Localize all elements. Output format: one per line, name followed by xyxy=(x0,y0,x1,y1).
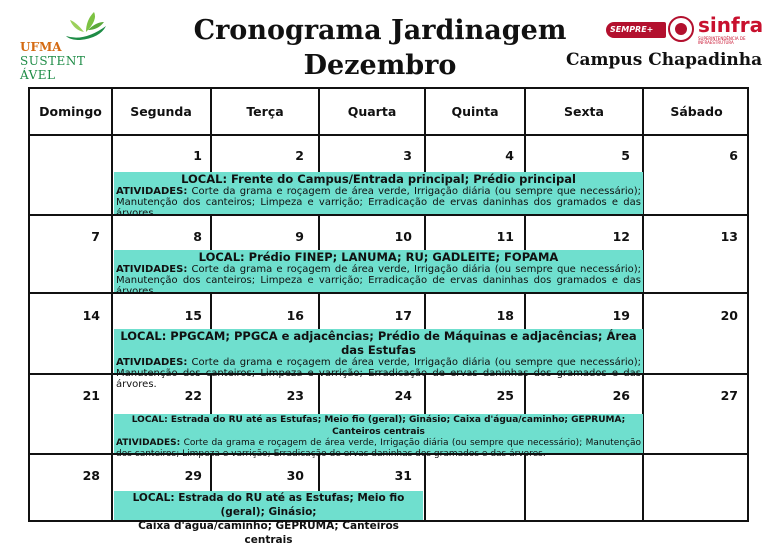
week-schedule-band xyxy=(114,172,643,219)
day-number: 28 xyxy=(82,468,100,483)
day-number: 1 xyxy=(193,148,202,163)
day-number: 12 xyxy=(612,229,630,244)
day-number: 3 xyxy=(403,148,412,163)
activities-description: Corte da grama e roçagem de área verde, Irrigação diária (ou sempre que necessário); Manutenção dos canteiros; Limpeza e varrição; Erradicação de ervas daninhas dos gramados e das árvores. xyxy=(116,264,641,297)
day-number: 4 xyxy=(505,148,514,163)
activities-label: ATIVIDADES: xyxy=(116,264,188,275)
day-number: 26 xyxy=(612,388,630,403)
day-number: 6 xyxy=(729,148,738,163)
day-number: 21 xyxy=(82,388,100,403)
day-number: 16 xyxy=(286,308,304,323)
weekday-header: Domingo xyxy=(39,104,102,119)
location-text: LOCAL: Estrada do RU até as Estufas; Meio fio (geral); Ginásio; Caixa d'água/caminho; GEPRUMA; Canteiros centrais xyxy=(131,415,626,437)
location-text-line1: LOCAL: Estrada do RU até as Estufas; Meio fio (geral); Ginásio; xyxy=(132,492,405,518)
week-schedule-band xyxy=(114,250,643,297)
activities-description: Corte da grama e roçagem de área verde, Irrigação diária (ou sempre que necessário); Manutenção dos canteiros; Limpeza e varrição; Erradicação de ervas daninhas dos gramados e das árvores. xyxy=(116,186,641,219)
day-number: 23 xyxy=(286,388,304,403)
seedling-icon xyxy=(60,6,110,42)
day-number: 19 xyxy=(612,308,630,323)
campus-name: Campus Chapadinha xyxy=(566,50,763,70)
day-number: 9 xyxy=(295,229,304,244)
day-number: 5 xyxy=(621,148,630,163)
ufma-sustentavel-logo xyxy=(16,6,116,82)
sinfra-logo xyxy=(606,13,764,46)
sustentavel-logo-text: SUSTENT ÁVEL xyxy=(20,54,86,82)
weekday-header: Segunda xyxy=(130,104,192,119)
sinfra-logo-text: sinfra xyxy=(698,13,764,37)
sinfra-logo-subtitle: SUPERINTENDÊNCIA DE INFRAESTRUTURA xyxy=(698,36,746,45)
location-text: LOCAL: Frente do Campus/Entrada principal; Prédio principal xyxy=(181,172,576,186)
day-number: 25 xyxy=(496,388,514,403)
activities-text xyxy=(116,438,641,459)
day-number: 10 xyxy=(394,229,412,244)
day-number: 31 xyxy=(394,468,412,483)
ufma-seal-icon xyxy=(668,16,694,42)
day-number: 29 xyxy=(184,468,202,483)
activities-description: Corte da grama e roçagem de área verde, Irrigação diária (ou sempre que necessário); Manutenção dos canteiros; Limpeza e varrição; Erradicação de ervas daninhas dos gramados e das árvores. xyxy=(116,357,641,390)
activities-label: ATIVIDADES: xyxy=(116,186,188,197)
day-number: 30 xyxy=(286,468,304,483)
location-text-line2: Caixa d'água/caminho; GEPRUMA; Canteiros centrais xyxy=(138,520,399,546)
weekday-header: Terça xyxy=(246,104,284,119)
activities-text xyxy=(116,357,641,390)
sempre-badge: SEMPRE+ xyxy=(606,22,666,38)
weekday-header: Sexta xyxy=(564,104,604,119)
location-text: LOCAL: Prédio FINEP; LANUMA; RU; GADLEITE; FOPAMA xyxy=(198,250,559,264)
activities-label: ATIVIDADES: xyxy=(116,357,188,368)
weekday-header: Sábado xyxy=(670,104,723,119)
day-number: 22 xyxy=(184,388,202,403)
day-number: 17 xyxy=(394,308,412,323)
page-title: Cronograma Jardinagem xyxy=(193,15,567,46)
activities-description: Corte da grama e roçagem de área verde, Irrigação diária (ou sempre que necessário); Manutenção dos canteiros; Limpeza e varrição; Erradicação de ervas daninhas dos gramados e das árvores. xyxy=(116,438,641,459)
day-number: 7 xyxy=(91,229,100,244)
week-schedule-band xyxy=(114,329,643,390)
activities-label: ATIVIDADES: xyxy=(116,438,181,448)
day-number: 2 xyxy=(295,148,304,163)
day-number: 24 xyxy=(394,388,412,403)
activities-text xyxy=(116,264,641,297)
day-number: 27 xyxy=(720,388,738,403)
week-schedule-band xyxy=(114,414,643,459)
day-number: 13 xyxy=(720,229,738,244)
week-schedule-band xyxy=(114,491,423,546)
weekday-header: Quarta xyxy=(347,104,397,119)
location-text: LOCAL: PPGCAM; PPGCA e adjacências; Prédio de Máquinas e adjacências; Área das Estufas xyxy=(120,329,637,357)
day-number: 8 xyxy=(193,229,202,244)
day-number: 14 xyxy=(82,308,100,323)
page-subtitle-month: Dezembro xyxy=(303,50,457,81)
day-number: 11 xyxy=(496,229,514,244)
weekday-header: Quinta xyxy=(451,104,499,119)
day-number: 18 xyxy=(496,308,514,323)
day-number: 20 xyxy=(720,308,738,323)
day-number: 15 xyxy=(184,308,202,323)
activities-text xyxy=(116,186,641,219)
ufma-logo-text: UFMA xyxy=(20,40,62,54)
calendar-grid xyxy=(28,87,749,546)
